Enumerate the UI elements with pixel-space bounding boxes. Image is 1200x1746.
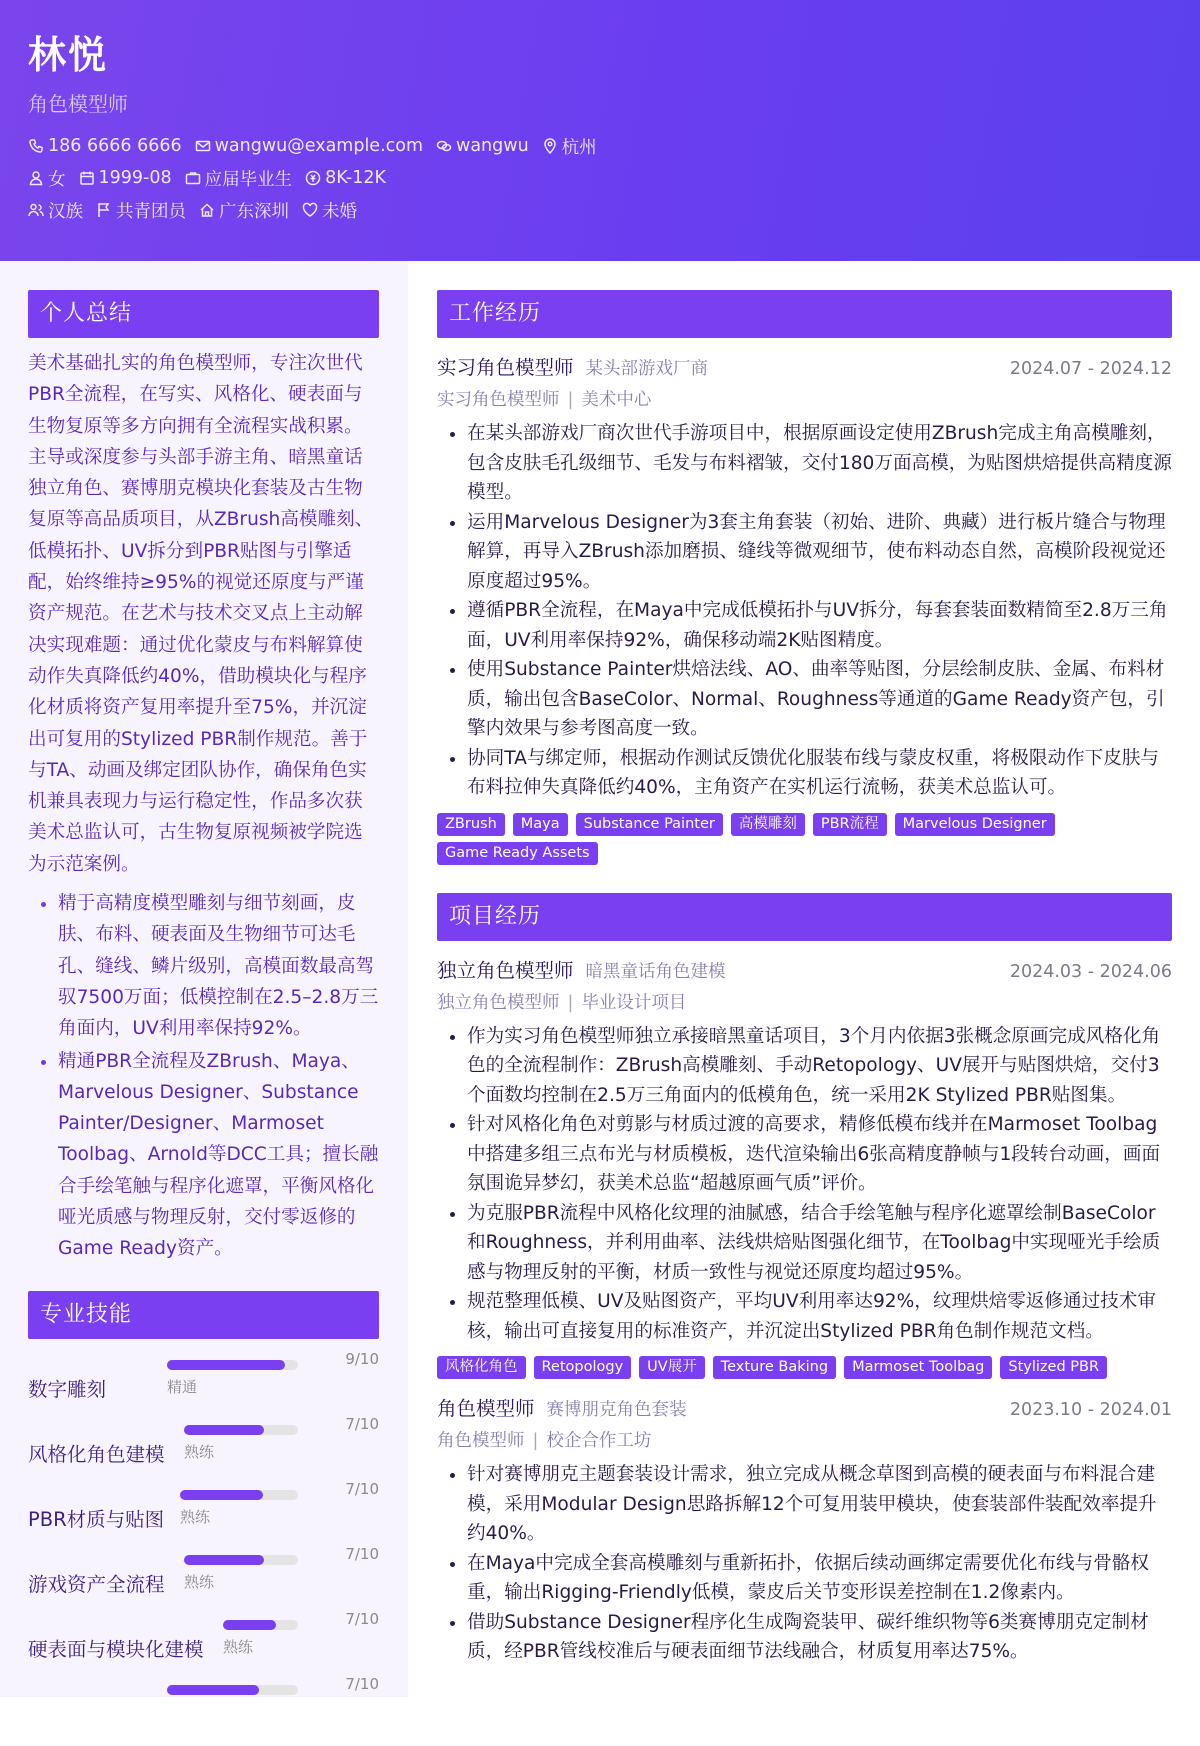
resume-header bbox=[0, 0, 1200, 261]
candidate-title: 角色模型师 bbox=[28, 92, 128, 116]
entry-bullet: • 使用Substance Painter烘焙法线、AO、曲率等贴图，分层绘制皮肤、金属、布料材质，输出包含BaseColor、Normal、Roughness等通道的Game Ready资产包，引擎内效果与参考图高度一致。 bbox=[467, 655, 1172, 744]
skill-score: 7/10 bbox=[345, 1609, 379, 1628]
skill-tag: Game Ready Assets bbox=[437, 842, 598, 865]
skill-score: 7/10 bbox=[345, 1674, 379, 1693]
political-info: 共青团员 bbox=[96, 198, 186, 223]
skill-tag: PBR流程 bbox=[813, 813, 887, 836]
summary-text: 美术基础扎实的角色模型师，专注次世代PBR全流程，在写实、风格化、硬表面与生物复原等多方向拥有全流程实战积累。主导或深度参与头部手游主角、暗黑童话独立角色、赛博朋克模块化套装及古生物复原等高品质项目，从ZBrush高模雕刻、低模拓扑、UV拆分到PBR贴图与引擎适配，始终维持≥95%的视觉还原度与严谨资产规范。在艺术与技术交叉点上主动解决实现难题：通过优化蒙皮与布料解算使动作失真降低约40%，借助模块化与程序化材质将资产复用率提升至75%，并沉淀出可复用的Stylized PBR制作规范。善于与TA、动画及绑定团队协作，确保角色实机兼具表现力与运行稳定性，作品多次获美术总监认可，古生物复原视频被学院选为示范案例。 bbox=[28, 353, 374, 875]
entry-bullet: • 作为实习角色模型师独立承接暗黑童话项目，3个月内依据3张概念原画完成风格化角色的全流程制作：ZBrush高模雕刻、手动Retopology、UV展开与贴图烘焙，交付3个面数均控制在2.5万三角面内的低模角色，统一采用2K Stylized PBR贴图集。 bbox=[467, 1022, 1172, 1111]
entry-org: 某头部游戏厂商 bbox=[585, 359, 709, 379]
status-info: 应届毕业生 bbox=[185, 166, 293, 191]
skill-progress-fill bbox=[184, 1555, 264, 1565]
phone-icon bbox=[28, 138, 44, 154]
skill-progress-fill bbox=[180, 1490, 263, 1500]
home-icon bbox=[199, 202, 215, 218]
skill-row bbox=[28, 1674, 379, 1746]
entry-bullet: • 为克服PBR流程中风格化纹理的油腻感，结合手绘笔触与程序化遮罩绘制BaseColor和Roughness，并利用曲率、法线烘焙贴图强化细节，在Toolbag中实现哑光手绘质感与物理反射的平衡，材质一致性与视觉还原度均超过95%。 bbox=[467, 1199, 1172, 1288]
entry-bullets bbox=[437, 1460, 1172, 1667]
skill-score: 7/10 bbox=[345, 1479, 379, 1498]
wechat-icon bbox=[436, 138, 452, 154]
tag-list bbox=[437, 1356, 1172, 1385]
skill-tag: Marmoset Toolbag bbox=[844, 1356, 992, 1379]
birth-info: 1999-08 bbox=[79, 168, 172, 188]
salary-info: 8K-12K bbox=[305, 168, 386, 188]
skill-name: 硬表面与模块化建模 bbox=[28, 1637, 204, 1661]
entry-role: 角色模型师 bbox=[437, 1397, 535, 1420]
entry-org: 暗黑童话角色建模 bbox=[585, 961, 726, 982]
entry-bullet: • 借助Substance Designer程序化生成陶瓷装甲、碳纤维织物等6类赛博朋克定制材质，经PBR管线校准后与硬表面细节法线融合，材质复用率达75%。 bbox=[467, 1608, 1172, 1667]
user-icon bbox=[28, 170, 44, 186]
entry-bullet: • 针对风格化角色对剪影与材质过渡的高要求，精修低模布线并在Marmoset Toolbag中搭建多组三点布光与材质模板，迭代渲染输出6张高精度静帧与1段转台动画，画面氛围诡异梦幻，获美术总监“超越原画气质”评价。 bbox=[467, 1110, 1172, 1199]
work-entry bbox=[437, 352, 1172, 871]
skill-name: 游戏资产全流程 bbox=[28, 1572, 165, 1596]
entry-bullet: • 在某头部游戏厂商次世代手游项目中，根据原画设定使用ZBrush完成主角高模雕刻，包含皮肤毛孔级细节、毛发与布料褶皱，交付180万面高模，为贴图烘焙提供高精度源模型。 bbox=[467, 419, 1172, 508]
skill-level: 熟练 bbox=[184, 1572, 215, 1591]
skill-progress-bar bbox=[184, 1425, 298, 1435]
location-icon bbox=[542, 138, 558, 154]
skill-level: 熟练 bbox=[184, 1442, 215, 1461]
background-line bbox=[28, 197, 370, 223]
summary-bullet: • 精通PBR全流程及ZBrush、Maya、Marvelous Designer、Substance Painter/Designer、Marmoset Toolbag、Arnold等DCC工具；擅长融合手绘笔触与程序化遮罩，平衡风格化哑光质感与物理反射，交付零返修的Game Ready资产。 bbox=[58, 1046, 379, 1265]
entry-header bbox=[437, 1393, 1172, 1421]
calendar-icon bbox=[79, 170, 95, 186]
entry-bullet: • 规范整理低模、UV及贴图资产，平均UV利用率达92%，纹理烘焙零返修通过技术审核，输出可直接复用的标准资产，并沉淀出Stylized PBR角色制作规范文档。 bbox=[467, 1287, 1172, 1346]
marital-info: 未婚 bbox=[302, 198, 357, 223]
entry-bullet: • 在Maya中完成全套高模雕刻与重新拓扑，依据后续动画绑定需要优化布线与骨骼权重，输出Rigging-Friendly低模，蒙皮后关节变形误差控制在1.2像素内。 bbox=[467, 1549, 1172, 1608]
project-entry bbox=[437, 1393, 1172, 1667]
entry-bullet: • 运用Marvelous Designer为3套主角套装（初始、进阶、典藏）进行板片缝合与物理解算，再导入ZBrush添加磨损、缝线等微观细节，使布料动态自然，高模阶段视觉还原度超过95%。 bbox=[467, 508, 1172, 597]
skill-row bbox=[28, 1479, 379, 1551]
skill-level: 熟练 bbox=[180, 1507, 211, 1526]
entry-bullet: • 针对赛博朋克主题套装设计需求，独立完成从概念草图到高模的硬表面与布料混合建模，采用Modular Design思路拆解12个可复用装甲模块，使套装部件装配效率提升约40%。 bbox=[467, 1460, 1172, 1549]
project-entry bbox=[437, 955, 1172, 1386]
entry-date: 2023.10 - 2024.01 bbox=[1009, 1400, 1172, 1420]
entry-date: 2024.03 - 2024.06 bbox=[1009, 961, 1172, 982]
skill-tag: ZBrush bbox=[437, 813, 505, 836]
skill-tag: 高模雕刻 bbox=[731, 813, 805, 836]
candidate-name: 林悦 bbox=[28, 33, 109, 77]
city-info: 杭州 bbox=[542, 134, 597, 159]
entry-subline: 实习角色模型师 | 美术中心 bbox=[437, 390, 652, 410]
skill-level: 熟练 bbox=[223, 1637, 254, 1656]
salary-icon bbox=[305, 170, 321, 186]
skill-progress-fill bbox=[223, 1620, 276, 1630]
flag-icon bbox=[96, 202, 112, 218]
summary-bullets bbox=[28, 888, 379, 1265]
entry-org: 赛博朋克角色套装 bbox=[546, 1400, 687, 1420]
skill-score: 9/10 bbox=[345, 1349, 379, 1368]
skill-score: 7/10 bbox=[345, 1414, 379, 1433]
work-section-title: 工作经历 bbox=[437, 290, 1172, 338]
skill-tag: Substance Painter bbox=[576, 813, 723, 836]
entry-date: 2024.07 - 2024.12 bbox=[1009, 359, 1172, 379]
skill-tag: Maya bbox=[513, 813, 568, 836]
skill-tag: 风格化角色 bbox=[437, 1356, 526, 1379]
entry-subline: 独立角色模型师 | 毕业设计项目 bbox=[437, 992, 687, 1013]
contact-line bbox=[28, 133, 610, 159]
skills-section-title: 专业技能 bbox=[28, 1291, 379, 1339]
skill-progress-fill bbox=[167, 1360, 285, 1370]
sidebar bbox=[0, 261, 408, 1697]
briefcase-icon bbox=[185, 170, 201, 186]
heart-icon bbox=[302, 202, 318, 218]
skill-progress-bar bbox=[223, 1620, 298, 1630]
entry-bullets bbox=[437, 1022, 1172, 1347]
skill-tag: Texture Baking bbox=[713, 1356, 836, 1379]
ethnicity-info: 汉族 bbox=[28, 198, 83, 223]
entry-header bbox=[437, 352, 1172, 380]
skills-list bbox=[28, 1349, 379, 1746]
skill-name: 风格化角色建模 bbox=[28, 1442, 165, 1466]
main-content bbox=[408, 261, 1200, 1697]
entry-role: 实习角色模型师 bbox=[437, 356, 574, 379]
skill-row bbox=[28, 1414, 379, 1486]
mail-icon bbox=[195, 138, 211, 154]
tag-list bbox=[437, 813, 1172, 871]
personal-line bbox=[28, 165, 399, 191]
summary-bullet: • 精于高精度模型雕刻与细节刻画，皮肤、布料、硬表面及生物细节可达毛孔、缝线、鳞片级别，高模面数最高驾驭7500万面；低模控制在2.5–2.8万三角面内，UV利用率保持92%。 bbox=[58, 888, 379, 1044]
skill-score: 7/10 bbox=[345, 1544, 379, 1563]
skill-tag: Marvelous Designer bbox=[895, 813, 1055, 836]
entry-bullets bbox=[437, 419, 1172, 803]
email-info: wangwu@example.com bbox=[195, 136, 423, 156]
skill-row bbox=[28, 1349, 379, 1421]
skill-progress-bar bbox=[167, 1360, 298, 1370]
phone-info: 186 6666 6666 bbox=[28, 136, 182, 156]
summary-section-title: 个人总结 bbox=[28, 290, 379, 338]
skill-progress-fill bbox=[184, 1425, 264, 1435]
skill-tag: Retopology bbox=[534, 1356, 632, 1379]
people-icon bbox=[28, 202, 44, 218]
entry-role: 独立角色模型师 bbox=[437, 958, 574, 982]
skill-name: 数字雕刻 bbox=[28, 1377, 107, 1401]
projects-section-title: 项目经历 bbox=[437, 893, 1172, 941]
skill-row bbox=[28, 1609, 379, 1681]
hometown-info: 广东深圳 bbox=[199, 198, 289, 223]
gender-info: 女 bbox=[28, 166, 66, 191]
skill-progress-bar bbox=[184, 1555, 298, 1565]
entry-header bbox=[437, 955, 1172, 983]
skill-name: PBR材质与贴图 bbox=[28, 1507, 165, 1531]
wechat-info: wangwu bbox=[436, 136, 529, 156]
skill-progress-bar bbox=[180, 1490, 298, 1500]
skill-progress-bar bbox=[167, 1685, 298, 1695]
entry-bullet: • 协同TA与绑定师，根据动作测试反馈优化服装布线与蒙皮权重，将极限动作下皮肤与布料拉伸失真降低约40%，主角资产在实机运行流畅，获美术总监认可。 bbox=[467, 744, 1172, 803]
entry-bullet: • 遵循PBR全流程，在Maya中完成低模拓扑与UV拆分，每套套装面数精简至2.8万三角面，UV利用率保持92%，确保移动端2K贴图精度。 bbox=[467, 596, 1172, 655]
skill-row bbox=[28, 1544, 379, 1616]
entry-subline: 角色模型师 | 校企合作工坊 bbox=[437, 1431, 652, 1451]
skill-tag: Stylized PBR bbox=[1000, 1356, 1107, 1379]
skill-level: 精通 bbox=[167, 1377, 198, 1396]
skill-tag: UV展开 bbox=[639, 1356, 705, 1379]
skill-progress-fill bbox=[167, 1685, 259, 1695]
